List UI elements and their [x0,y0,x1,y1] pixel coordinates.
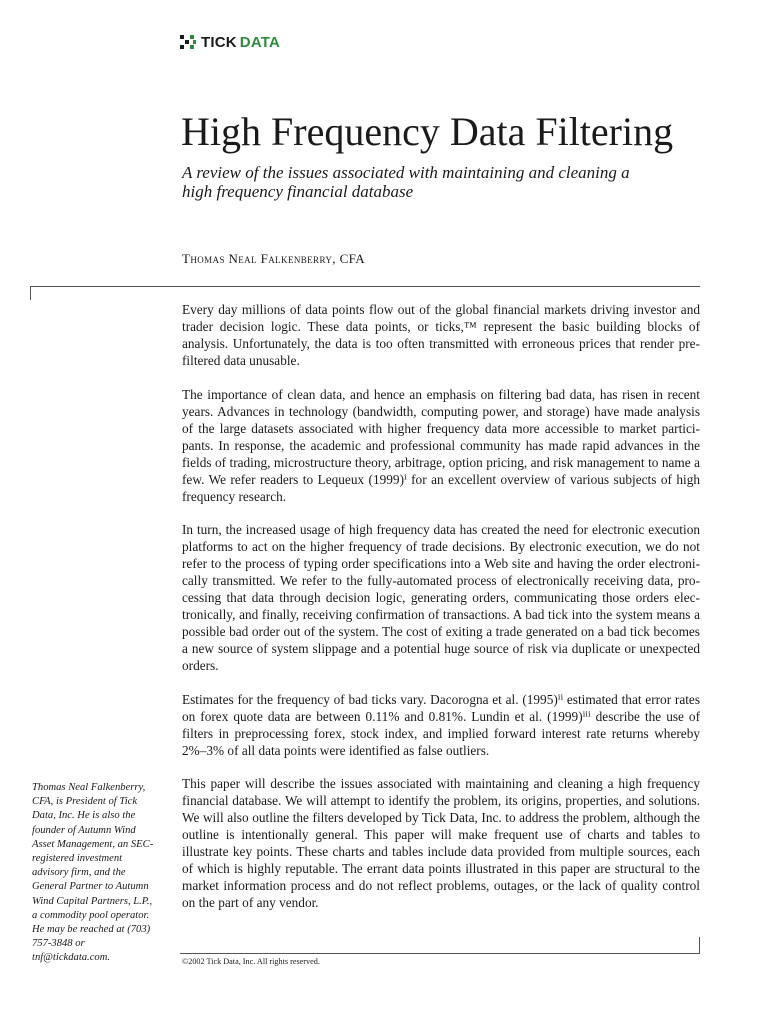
brand-word-data: DATA [239,33,281,51]
copyright-notice: ©2002 Tick Data, Inc. All rights reserved. [182,957,320,966]
footer-divider-tick [699,937,700,954]
author-bio-sidebar: Thomas Neal Falkenberry, CFA, is President of Tick Data, Inc. He is also the founder of Autumn Wind Asset Management, an SEC-registered investment advisory firm, and the General Partner to Autumn Wind Capital Partners, L.P., a commodity pool operator. He may be reached at (703) 757-3848 or tnf@tickdata.com. [32,782,154,964]
brand-logo [180,34,280,50]
body-paragraph: This paper will describe the issues associated with maintaining and cleaning a high frequency financial database. We will attempt to identify the problem, its origins, properties, and solutions. We will also outline the filters developed by Tick Data, Inc. to address the problem, although the outline is intentionally general. This paper will make frequent use of charts and tables to illustrate key points. These charts and tables include data provided from multiple sources, each of which is highly reputable. The errant data points illustrated in this paper are structural to the market information process and do not reflect problems, outages, or the lack of quality control on the part of any vendor. [182,776,700,910]
document-title: High Frequency Data Filtering [181,109,674,154]
footer-divider [180,953,700,954]
header-divider [30,286,700,287]
body-paragraph: The importance of clean data, and hence an emphasis on filtering bad data, has risen in recent years. Advances in technology (bandwidth, computing power, and storage) have made analysis of the large datasets associated with higher frequency data more accessible to market partici-pants. In response, the academic and professional community has made rapid advances in the fields of trading, microstructure theory, arbitrage, option pricing, and risk management to name a few. We refer readers to Lequeux (1999)ⁱ for an excellent overview of various subjects of high frequency research. [182,386,700,504]
body-paragraph: Estimates for the frequency of bad ticks vary. Dacorogna et al. (1995)ⁱⁱ estimated that error rates on forex quote data are between 0.11% and 0.81%. Lundin et al. (1999)ⁱⁱⁱ describe the use of filters in preprocessing forex, stock index, and implied forward interest rate returns whereby 2%–3% of all data points were identified as false outliers. [182,691,700,758]
body-paragraph: In turn, the increased usage of high frequency data has created the need for electronic execution platforms to act on the higher frequency of trade decisions. By electronic execution, we do not refer to the process of typing order specifications into a Web site and having the order electroni-cally transmitted. We refer to the fully-automated process of electronically receiving data, pro-cessing that data through decision logic, generating orders, communicating those orders elec-tronically, and finally, receiving confirmation of transactions. A bad tick into the system means a possible bad order out of the system. The cost of exiting a trade generated on a bad tick becomes a new source of system slippage and a potential huge source of risk via duplicate or unexpected orders. [182,522,700,673]
brand-word-tick: TICK [201,33,237,51]
tick-data-logo-icon [180,35,197,49]
header-divider-tick [30,286,31,300]
body-paragraph: Every day millions of data points flow out of the global financial markets driving investor and trader decision logic. These data points, or ticks,™ represent the basic building blocks of analysis. Unfortunately, the data is too often transmitted with erroneous prices that render pre-filtered data unusable. [182,302,700,368]
document-subtitle: A review of the issues associated with maintaining and cleaning a high frequency financial database [182,163,630,201]
author-byline: Thomas Neal Falkenberry, CFA [182,251,366,266]
article-body [182,301,700,928]
